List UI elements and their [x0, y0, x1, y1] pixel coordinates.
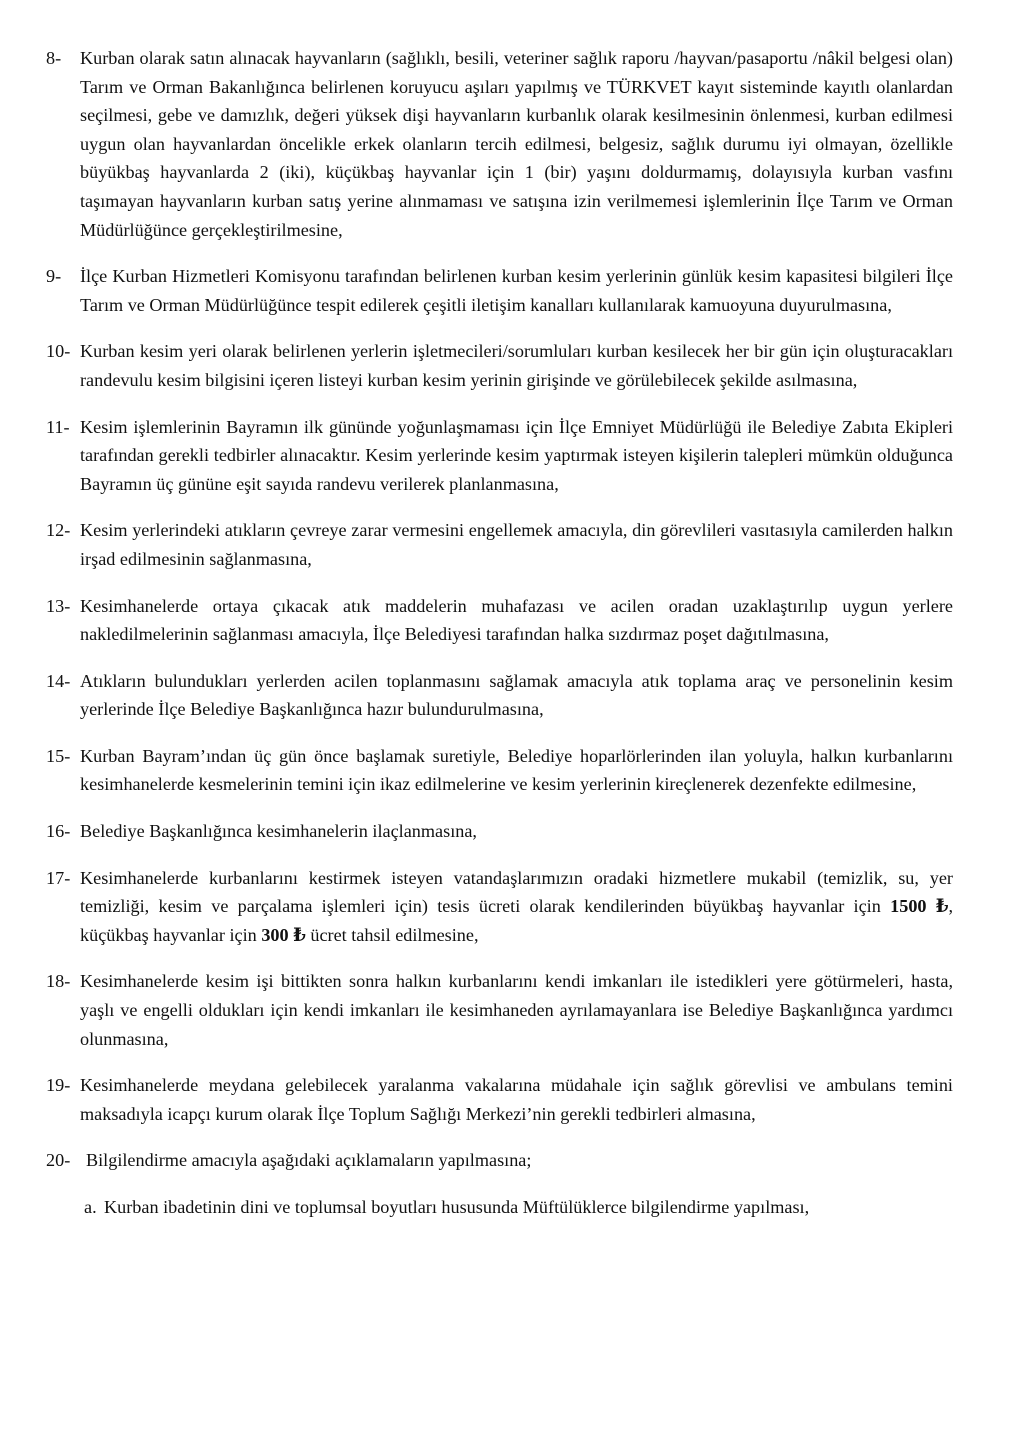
list-item-19	[46, 1071, 953, 1128]
item-number: 13-	[46, 595, 71, 616]
item-number: 18-	[46, 971, 71, 992]
list-item-9	[46, 262, 953, 319]
fee-text-part: ücret tahsil edilmesine,	[305, 924, 479, 945]
list-item-15	[46, 742, 953, 799]
item-text: Kesim işlemlerinin Bayramın ilk gününde yoğunlaşmaması için İlçe Emniyet Müdürlüğü ile Belediye Zabıta Ekipleri tarafından gerekli tedbirler alınacaktır. Kesim yerlerinde kesim yaptırmak isteyen kişilerin talepleri mümkün olduğunca Bayramın üç gününe eşit sayıda randevu verilerek planlanmasına,	[80, 416, 953, 494]
sub-item-letter: a.	[84, 1197, 97, 1217]
list-item-10	[46, 337, 953, 394]
item-number: 11-	[46, 416, 70, 437]
cattle-fee: 1500 ₺	[890, 896, 949, 917]
item-text: Kesimhanelerde kesim işi bittikten sonra halkın kurbanlarını kendi imkanları ile istedikleri yere götürmeleri, hasta, yaşlı ve engelli oldukları için kendi imkanları ile kesimhaneden ayrılamayanlara ise Belediye Başkanlığınca yardımcı olunmasına,	[80, 971, 953, 1049]
item-text: İlçe Kurban Hizmetleri Komisyonu tarafından belirlenen kurban kesim yerlerinin günlük kesim kapasitesi bilgileri İlçe Tarım ve Orman Müdürlüğünce tespit edilerek çeşitli iletişim kanalları kullanılarak kamuoyuna duyurulmasına,	[80, 266, 953, 315]
sub-item-a	[46, 1193, 953, 1222]
list-item-12	[46, 516, 953, 573]
item-number: 14-	[46, 670, 71, 691]
small-livestock-fee: 300 ₺	[261, 924, 306, 945]
list-item-8	[46, 44, 953, 244]
item-number: 20-	[46, 1150, 71, 1171]
item-text: Kurban olarak satın alınacak hayvanların (sağlıklı, besili, veteriner sağlık raporu /hayvan/pasaportu /nâkil belgesi olan) Tarım ve Orman Bakanlığınca belirlenen koruyucu aşıları yapılmış ve TÜRKVET kayıt sisteminde kayıtlı olanlardan seçilmesi, gebe ve damızlık, değeri yüksek dişi hayvanların kurbanlık olarak kesilmesinin önlenmesi, kurban edilmesi uygun olan hayvanlardan öncelikle erkek olanların tercih edilmesi, belgesiz, sağlık durumu iyi olmayan, özellikle büyükbaş hayvanlarda 2 (iki), küçükbaş hayvanlar için 1 (bir) yaşını doldurmamış, dolayısıyla kurban vasfını taşımayan hayvanların kurban satış yerine alınmaması ve satışına izin verilmemesi işlemlerinin İlçe Tarım ve Orman Müdürlüğünce gerçekleştirilmesine,	[80, 48, 953, 240]
list-item-18	[46, 967, 953, 1053]
item-number: 9-	[46, 266, 62, 287]
list-item-16	[46, 817, 953, 846]
list-item-13	[46, 592, 953, 649]
item-text: Belediye Başkanlığınca kesimhanelerin ilaçlanmasına,	[80, 821, 477, 842]
item-text	[80, 864, 953, 950]
item-text: Kesim yerlerindeki atıkların çevreye zarar vermesini engellemek amacıyla, din görevlileri vasıtasıyla camilerden halkın irşad edilmesinin sağlanmasına,	[80, 520, 953, 569]
sub-item-text: Kurban ibadetinin dini ve toplumsal boyutları hususunda Müftülüklerce bilgilendirme yapılması,	[104, 1197, 810, 1217]
item-number: 15-	[46, 745, 71, 766]
item-number: 12-	[46, 520, 71, 541]
list-item-11	[46, 413, 953, 499]
item-number: 16-	[46, 821, 71, 842]
item-text: Kesimhanelerde ortaya çıkacak atık maddelerin muhafazası ve acilen oradan uzaklaştırılıp uygun yerlere nakledilmelerinin sağlanması amacıyla, İlçe Belediyesi tarafından halka sızdırmaz poşet dağıtılmasına,	[80, 595, 953, 645]
list-item-14	[46, 667, 953, 724]
item-number: 10-	[46, 341, 71, 362]
list-item-20	[46, 1146, 953, 1175]
item-text: Kesimhanelerde meydana gelebilecek yaralanma vakalarına müdahale için sağlık görevlisi ve ambulans temini maksadıyla icapçı kurum olarak İlçe Toplum Sağlığı Merkezi’nin gerekli tedbirleri almasına,	[80, 1075, 953, 1124]
list-item-17	[46, 864, 953, 950]
item-text: Bilgilendirme amacıyla aşağıdaki açıklamaların yapılmasına;	[86, 1150, 532, 1171]
fee-text-part: , küçükbaş hayvanlar için	[80, 896, 953, 945]
item-number: 19-	[46, 1075, 71, 1096]
item-text: Kurban Bayram’ından üç gün önce başlamak suretiyle, Belediye hoparlörlerinden ilan yoluyla, halkın kurbanlarını kesimhanelerde kesmelerinin temini için ikaz edilmelerine ve kesim yerlerinin kireçlenerek dezenfekte edilmesine,	[80, 745, 953, 795]
item-text: Atıkların bulundukları yerlerden acilen toplanmasını sağlamak amacıyla atık toplama araç ve personelinin kesim yerlerinde İlçe Belediye Başkanlığınca hazır bulundurulmasına,	[80, 670, 953, 720]
item-number: 8-	[46, 48, 62, 68]
item-text: Kurban kesim yeri olarak belirlenen yerlerin işletmecileri/sorumluları kurban kesilecek her bir gün için oluşturacakları randevulu kesim bilgisini içeren listeyi kurban kesim yerinin girişinde ve görülebilecek şekilde asılmasına,	[80, 341, 953, 390]
item-number: 17-	[46, 867, 71, 888]
fee-text-part: Kesimhanelerde kurbanlarını kestirmek isteyen vatandaşlarımızın oradaki hizmetlere mukabil (temizlik, su, yer temizliği, kesim ve parçalama işlemleri için) tesis ücreti olarak kendilerinden büyükbaş hayvanlar için	[80, 867, 953, 917]
